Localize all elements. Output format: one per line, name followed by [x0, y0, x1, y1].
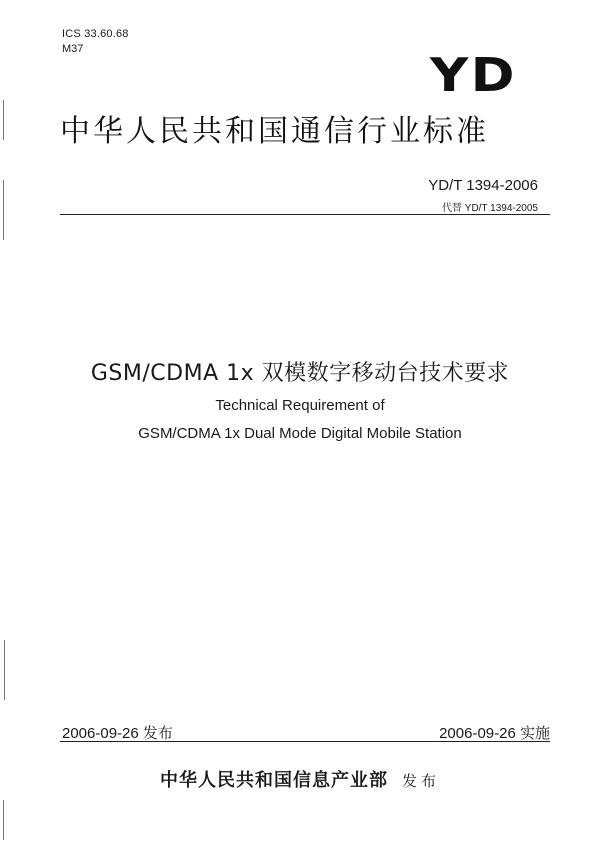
footer-divider: [60, 741, 550, 742]
scan-artifact: [4, 640, 5, 700]
scan-artifact: [3, 800, 4, 840]
issuer-verb: 发布: [401, 772, 440, 790]
ics-code: ICS 33.60.68: [62, 28, 129, 40]
scan-artifact: [3, 180, 4, 240]
document-title-english-line2: GSM/CDMA 1x Dual Mode Digital Mobile Station: [138, 425, 462, 442]
implement-date: 2006-09-26 实施: [439, 725, 550, 742]
document-title-english-line1: Technical Requirement of: [215, 397, 385, 414]
publish-date: 2006-09-26 发布: [62, 725, 173, 742]
document-title-chinese: GSM/CDMA 1x 双模数字移动台技术要求: [90, 361, 510, 386]
replaces-standard: 代替 YD/T 1394-2005: [442, 203, 538, 214]
header-divider: [60, 214, 550, 215]
standard-number: YD/T 1394-2006: [428, 177, 538, 194]
yd-logo: YD: [430, 48, 517, 102]
issuer-name: 中华人民共和国信息产业部: [159, 770, 388, 791]
classification-code: M37: [62, 43, 84, 55]
org-title: 中华人民共和国通信行业标准: [60, 114, 489, 149]
scan-artifact: [3, 100, 4, 140]
issuer-line: [0, 766, 600, 792]
